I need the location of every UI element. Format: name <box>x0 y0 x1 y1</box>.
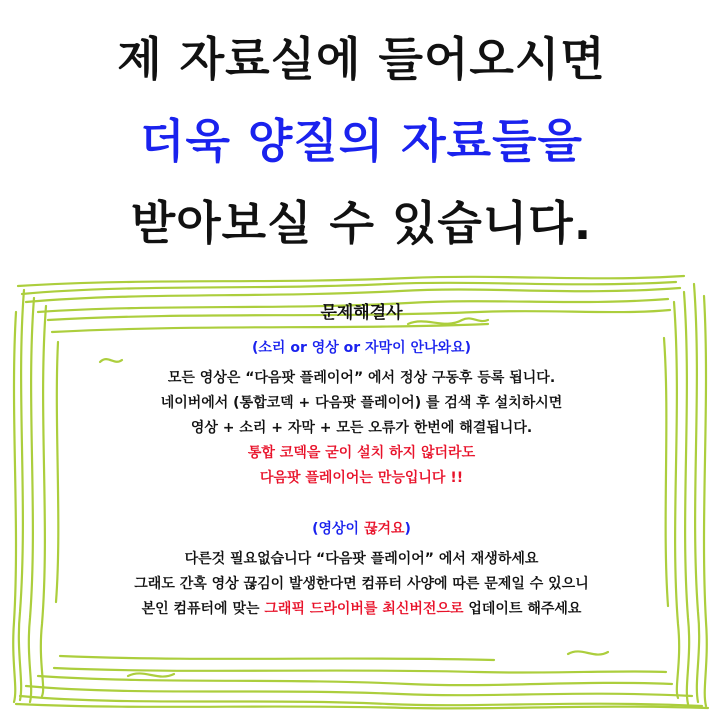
section2-line-1: 다른것 필요없습니다 “다음팟 플레이어” 에서 재생하세요 <box>184 551 539 567</box>
headline-line-3: 받아보실 수 있습니다. <box>130 196 593 250</box>
section2-last-line <box>40 597 683 622</box>
section2-last-line-highlight: 그래픽 드라이버를 최신버전으로 <box>264 601 464 617</box>
section1-subtitle: (소리 or 영상 or 자막이 안나와요) <box>252 340 471 356</box>
section1-line-1: 모든 영상은 “다음팟 플레이어” 에서 정상 구동후 등록 됩니다. <box>167 370 556 386</box>
section2-subtitle-suffix: ) <box>404 521 411 537</box>
headline-line-2: 더욱 양질의 자료들을 <box>140 114 583 168</box>
section2-subtitle-highlight: 끊겨요 <box>363 521 405 537</box>
section2-last-line-part3: 업데이트 해주세요 <box>463 601 582 617</box>
section2-subtitle-prefix: (영상이 <box>312 521 364 537</box>
section-divider-space <box>40 491 683 517</box>
headline-line-1: 제 자료실에 들어오시면 <box>117 32 606 86</box>
panel-content <box>40 300 683 622</box>
section1-red-line-1: 통합 코덱을 굳이 설치 하지 않더라도 <box>247 445 476 461</box>
panel-title: 문제해결사 <box>320 303 403 323</box>
section1-line-2: 네이버에서 (통합코덱 + 다음팟 플레이어) 를 검색 후 설치하시면 <box>160 395 563 411</box>
section2-last-line-part1: 본인 컴퓨터에 맞는 <box>141 601 265 617</box>
section1-line-3: 영상 + 소리 + 자막 + 모든 오류가 한번에 해결됩니다. <box>190 420 533 436</box>
section2-subtitle <box>40 517 683 541</box>
section1-red-line-2: 다음팟 플레이어는 만능입니다 !! <box>259 470 464 486</box>
headline-block <box>0 18 723 264</box>
section2-line-2: 그래도 간혹 영상 끊김이 발생한다면 컴퓨터 사양에 따른 문제일 수 있으니 <box>134 576 589 592</box>
